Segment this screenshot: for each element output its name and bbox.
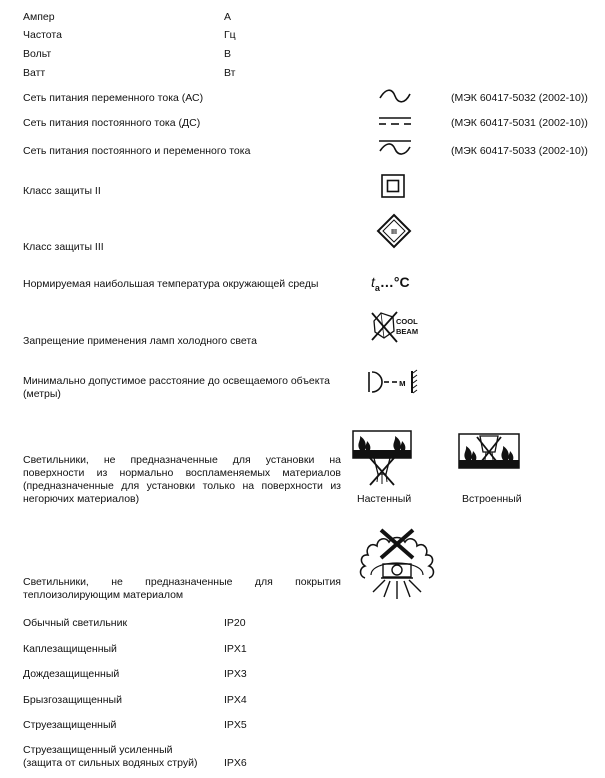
class-iii-label: Класс защиты III	[23, 241, 104, 253]
ip-code-ipx5: IPX5	[224, 719, 247, 731]
beam-text: BEAM	[396, 327, 419, 336]
ip-label-ipx6-line1: Струезащищенный усиленный	[23, 744, 173, 756]
cool-beam-label: Запрещение применения ламп холодного света	[23, 335, 257, 347]
ip-label-ipx6-line2: (защита от сильных водяных струй)	[23, 757, 198, 769]
ac-dc-icon	[378, 138, 412, 156]
ambient-temp-label: Нормируемая наибольшая температура окружающей среды	[23, 278, 319, 290]
no-insulation-cover-icon	[357, 528, 437, 604]
temp-t: t	[371, 274, 375, 290]
unit-value-watt: Вт	[224, 67, 236, 79]
ac-wave-icon	[378, 89, 412, 103]
ip-code-ipx3: IPX3	[224, 668, 247, 680]
unit-value-frequency: Гц	[224, 29, 236, 41]
ac-dc-supply-label: Сеть питания постоянного и переменного тока	[23, 145, 251, 157]
flammable-surface-label: Светильники, не предназначенные для установки на поверхности из нормально воспламеняемых материалов (предназначенные для установки только на поверхности из негорючих материалов)	[23, 454, 341, 505]
unit-value-volt: В	[224, 48, 232, 60]
dc-supply-label: Сеть питания постоянного тока (ДС)	[23, 117, 201, 129]
ac-supply-label: Сеть питания переменного тока (АС)	[23, 92, 204, 104]
min-distance-label: Минимально допустимое расстояние до освещаемого объекта (метры)	[23, 375, 330, 400]
class-ii-label: Класс защиты II	[23, 185, 101, 197]
distance-m-text: м	[399, 378, 406, 388]
diamond-iii-text: III	[391, 229, 397, 236]
distance-lamp-icon	[365, 370, 419, 394]
recessed-no-flammable-icon	[458, 433, 520, 479]
recessed-caption: Встроенный	[462, 493, 522, 505]
ip-label-ipx4: Брызгозащищенный	[23, 694, 122, 706]
unit-label-watt: Ватт	[23, 67, 46, 79]
insulation-label: Светильники, не предназначенные для покрытия теплоизолирующим материалом	[23, 576, 341, 601]
unit-label-frequency: Частота	[23, 29, 62, 41]
ip-code-ip20: IP20	[224, 617, 246, 629]
ac-supply-ref: (МЭК 60417-5032 (2002-10))	[451, 92, 588, 104]
double-square-icon	[381, 174, 405, 198]
ambient-temp-symbol	[371, 273, 410, 297]
wall-mounted-no-flammable-icon	[352, 430, 412, 488]
ip-label-ip20: Обычный светильник	[23, 617, 128, 629]
unit-label-volt: Вольт	[23, 48, 52, 60]
temp-sub: a	[374, 282, 380, 293]
dc-lines-icon	[378, 114, 412, 128]
unit-value-ampere: A	[224, 11, 232, 23]
ip-label-ipx5: Струезащищенный	[23, 719, 117, 731]
ip-code-ipx4: IPX4	[224, 694, 247, 706]
ip-label-ipx3: Дождезащищенный	[23, 668, 120, 680]
cool-text: COOL	[396, 317, 418, 326]
diamond-iii-icon	[377, 214, 411, 248]
temp-rest: …°C	[379, 274, 410, 290]
unit-label-ampere: Ампер	[23, 11, 55, 23]
dc-supply-ref: (МЭК 60417-5031 (2002-10))	[451, 117, 588, 129]
cool-beam-prohibited-icon	[370, 310, 420, 346]
ip-label-ipx1: Каплезащищенный	[23, 643, 117, 655]
ip-code-ipx6: IPX6	[224, 757, 247, 769]
ac-dc-supply-ref: (МЭК 60417-5033 (2002-10))	[451, 145, 588, 157]
wall-mounted-caption: Настенный	[357, 493, 412, 505]
ip-code-ipx1: IPX1	[224, 643, 247, 655]
